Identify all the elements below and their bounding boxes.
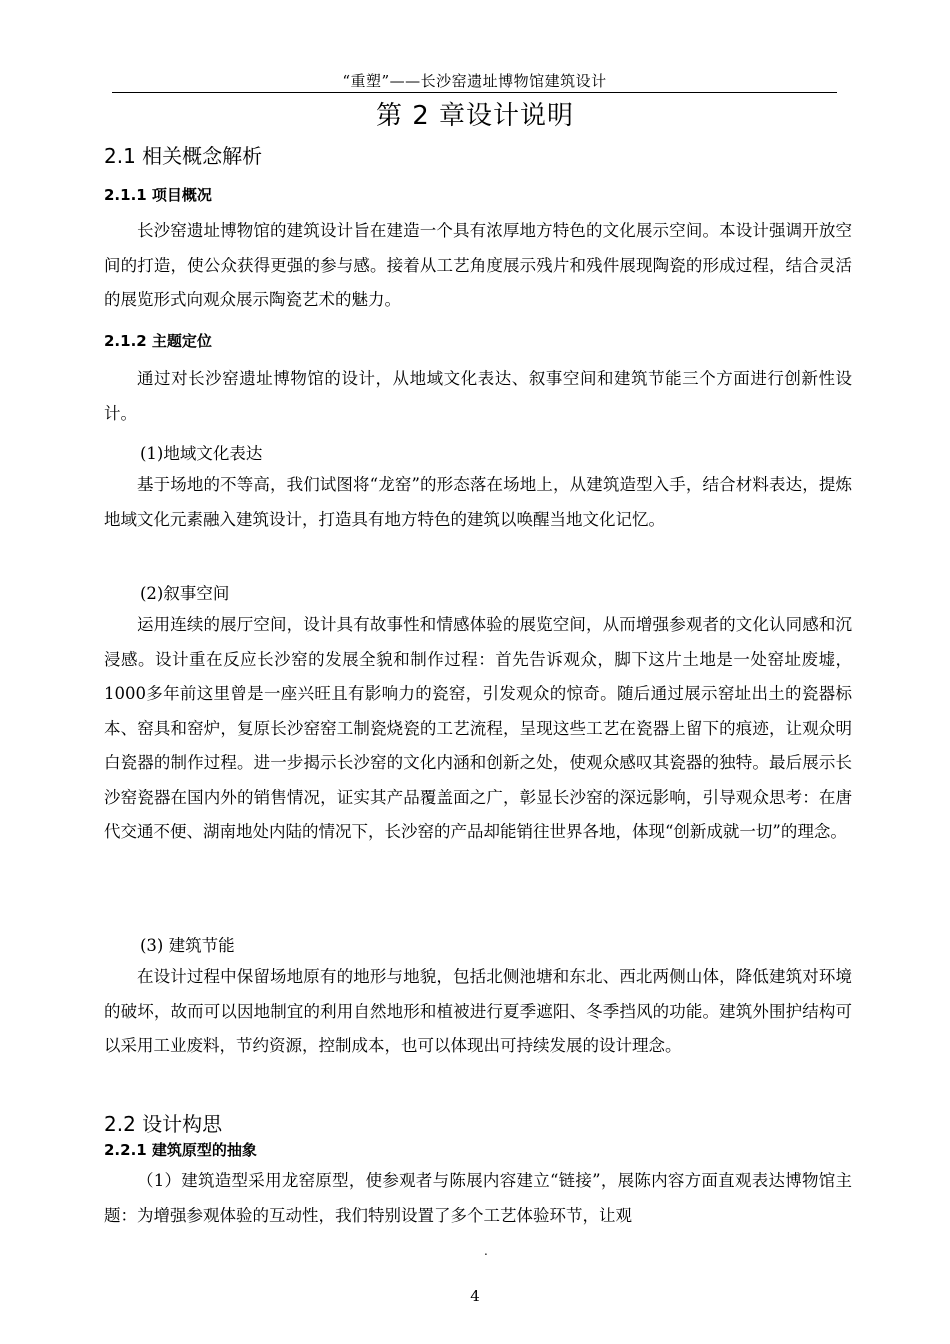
chapter-title: 第 2 章设计说明	[375, 101, 575, 131]
header-rule	[112, 92, 837, 93]
paragraph-energy-saving: 在设计过程中保留场地原有的地形与地貌，包括北侧池塘和东北、西北两侧山体，降低建筑对环境的破坏，故而可以因地制宜的利用自然地形和植被进行夏季遮阳、冬季挡风的功能。建筑外围护结构可以采用工业废料，节约资源，控制成本，也可以体现出可持续发展的设计理念。	[104, 967, 852, 1055]
running-header: “重塑”——长沙窑遗址博物馆建筑设计	[342, 72, 607, 90]
section-heading-2-1: 2.1 相关概念解析	[104, 144, 263, 168]
paragraph-overview: 长沙窑遗址博物馆的建筑设计旨在建造一个具有浓厚地方特色的文化展示空间。本设计强调开放空间的打造，使公众获得更强的参与感。接着从工艺角度展示残片和残件展现陶瓷的形成过程，结合灵活的展览形式向观众展示陶瓷艺术的魅力。	[104, 221, 852, 309]
section-heading-2-2: 2.2 设计构思	[104, 1112, 223, 1136]
list-item-narrative-space: (2)叙事空间	[140, 584, 230, 603]
paragraph-theme: 通过对长沙窑遗址博物馆的设计，从地域文化表达、叙事空间和建筑节能三个方面进行创新性设计。	[104, 369, 852, 423]
paragraph-narrative-space: 运用连续的展厅空间，设计具有故事性和情感体验的展览空间，从而增强参观者的文化认同感和沉浸感。设计重在反应长沙窑的发展全貌和制作过程：首先告诉观众，脚下这片土地是一处窑址废墟，1000多年前这里曾是一座兴旺且有影响力的瓷窑，引发观众的惊奇。随后通过展示窑址出土的瓷器标本、窑具和窑炉，复原长沙窑窑工制瓷烧瓷的工艺流程，呈现这些工艺在瓷器上留下的痕迹，让观众明白瓷器的制作过程。进一步揭示长沙窑的文化内涵和创新之处，使观众感叹其瓷器的独特。最后展示长沙窑瓷器在国内外的销售情况，证实其产品覆盖面之广，彰显长沙窑的深远影响，引导观众思考：在唐代交通不便、湖南地处内陆的情况下，长沙窑的产品却能销往世界各地，体现“创新成就一切”的理念。	[104, 615, 852, 841]
paragraph-regional-culture: 基于场地的不等高，我们试图将“龙窑”的形态落在场地上，从建筑造型入手，结合材料表达，提炼地域文化元素融入建筑设计，打造具有地方特色的建筑以唤醒当地文化记忆。	[104, 475, 852, 529]
footer-dot: .	[484, 1244, 488, 1258]
subsection-heading-2-1-1: 2.1.1 项目概况	[104, 186, 212, 204]
page-number: 4	[470, 1287, 480, 1305]
subsection-heading-2-2-1: 2.2.1 建筑原型的抽象	[104, 1141, 257, 1159]
subsection-heading-2-1-2: 2.1.2 主题定位	[104, 332, 212, 350]
list-item-energy-saving: (3) 建筑节能	[140, 936, 235, 955]
paragraph-concept: （1）建筑造型采用龙窑原型，使参观者与陈展内容建立“链接”，展陈内容方面直观表达博物馆主题：为增强参观体验的互动性，我们特别设置了多个工艺体验环节，让观	[104, 1171, 852, 1225]
list-item-regional-culture: (1)地域文化表达	[140, 444, 263, 463]
